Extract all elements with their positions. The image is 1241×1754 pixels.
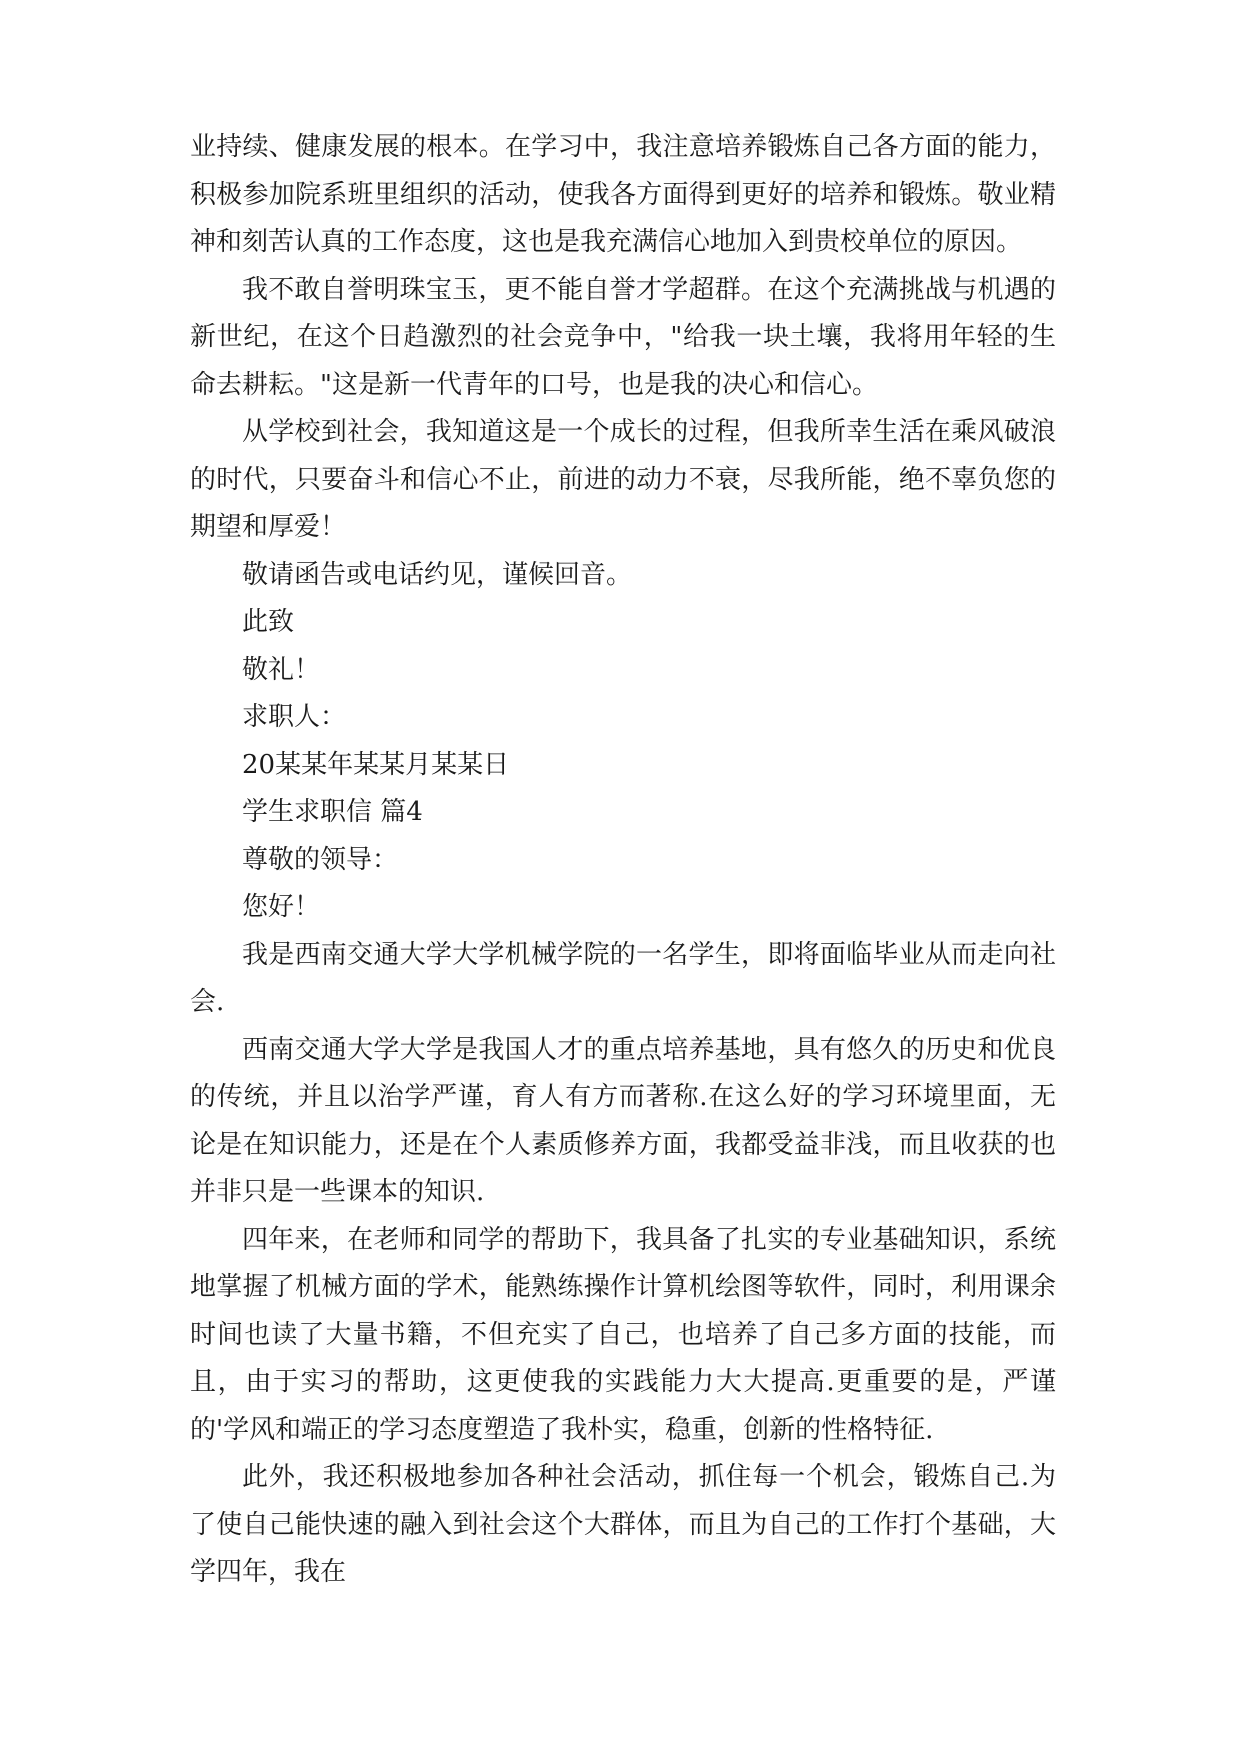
paragraph-four-years: 四年来，在老师和同学的帮助下，我具备了扎实的专业基础知识，系统地掌握了机械方面的学术，能熟练操作计算机绘图等软件，同时，利用课余时间也读了大量书籍，不但充实了自己，也培养了自己多方面的技能，而且，由于实习的帮助，这更使我的实践能力大大提高.更重要的是，严谨的'学风和端正的学习态度塑造了我朴实，稳重，创新的性格特征. [190,1224,1056,1445]
paragraph-activities: 此外，我还积极地参加各种社会活动，抓住每一个机会，锻炼自己.为了使自己能快速的融入到社会这个大群体，而且为自己的工作打个基础，大学四年，我在 [190,1462,1056,1587]
letter-body [190,124,1056,1597]
applicant-label: 求职人： [242,702,347,732]
closing-salutation: 此致 [242,607,295,637]
greeting-hello: 您好！ [242,892,321,922]
closing-request: 敬请函告或电话约见，谨候回音。 [242,559,633,590]
paragraph-self-assessment: 我不敢自誉明珠宝玉，更不能自誉才学超群。在这个充满挑战与机遇的新世纪，在这个日趋激烈的社会竞争中，"给我一块土壤，我将用年轻的生命去耕耘。"这是新一代青年的口号，也是我的决心和信心。 [190,274,1056,400]
closing-respect: 敬礼！ [242,654,321,685]
section-title: 学生求职信 篇4 [242,797,423,827]
paragraph-introduction: 我是西南交通大学大学机械学院的一名学生，即将面临毕业从而走向社会. [190,939,1056,1017]
paragraph-continuation: 业持续、健康发展的根本。在学习中，我注意培养锻炼自己各方面的能力，积极参加院系班里组织的活动，使我各方面得到更好的培养和锻炼。敬业精神和刻苦认真的工作态度，这也是我充满信心地加入到贵校单位的原因。 [190,132,1056,257]
paragraph-commitment: 从学校到社会，我知道这是一个成长的过程，但我所幸生活在乘风破浪的时代，只要奋斗和信心不止，前进的动力不衰，尽我所能，绝不辜负您的期望和厚爱！ [190,417,1056,542]
paragraph-university: 西南交通大学大学是我国人才的重点培养基地，具有悠久的历史和优良的传统，并且以治学严谨，育人有方而著称.在这么好的学习环境里面，无论是在知识能力，还是在个人素质修养方面，我都受益非浅，而且收获的也并非只是一些课本的知识. [190,1034,1056,1207]
letter-date: 20某某年某某月某某日 [242,749,510,780]
greeting-recipient: 尊敬的领导： [242,844,399,875]
